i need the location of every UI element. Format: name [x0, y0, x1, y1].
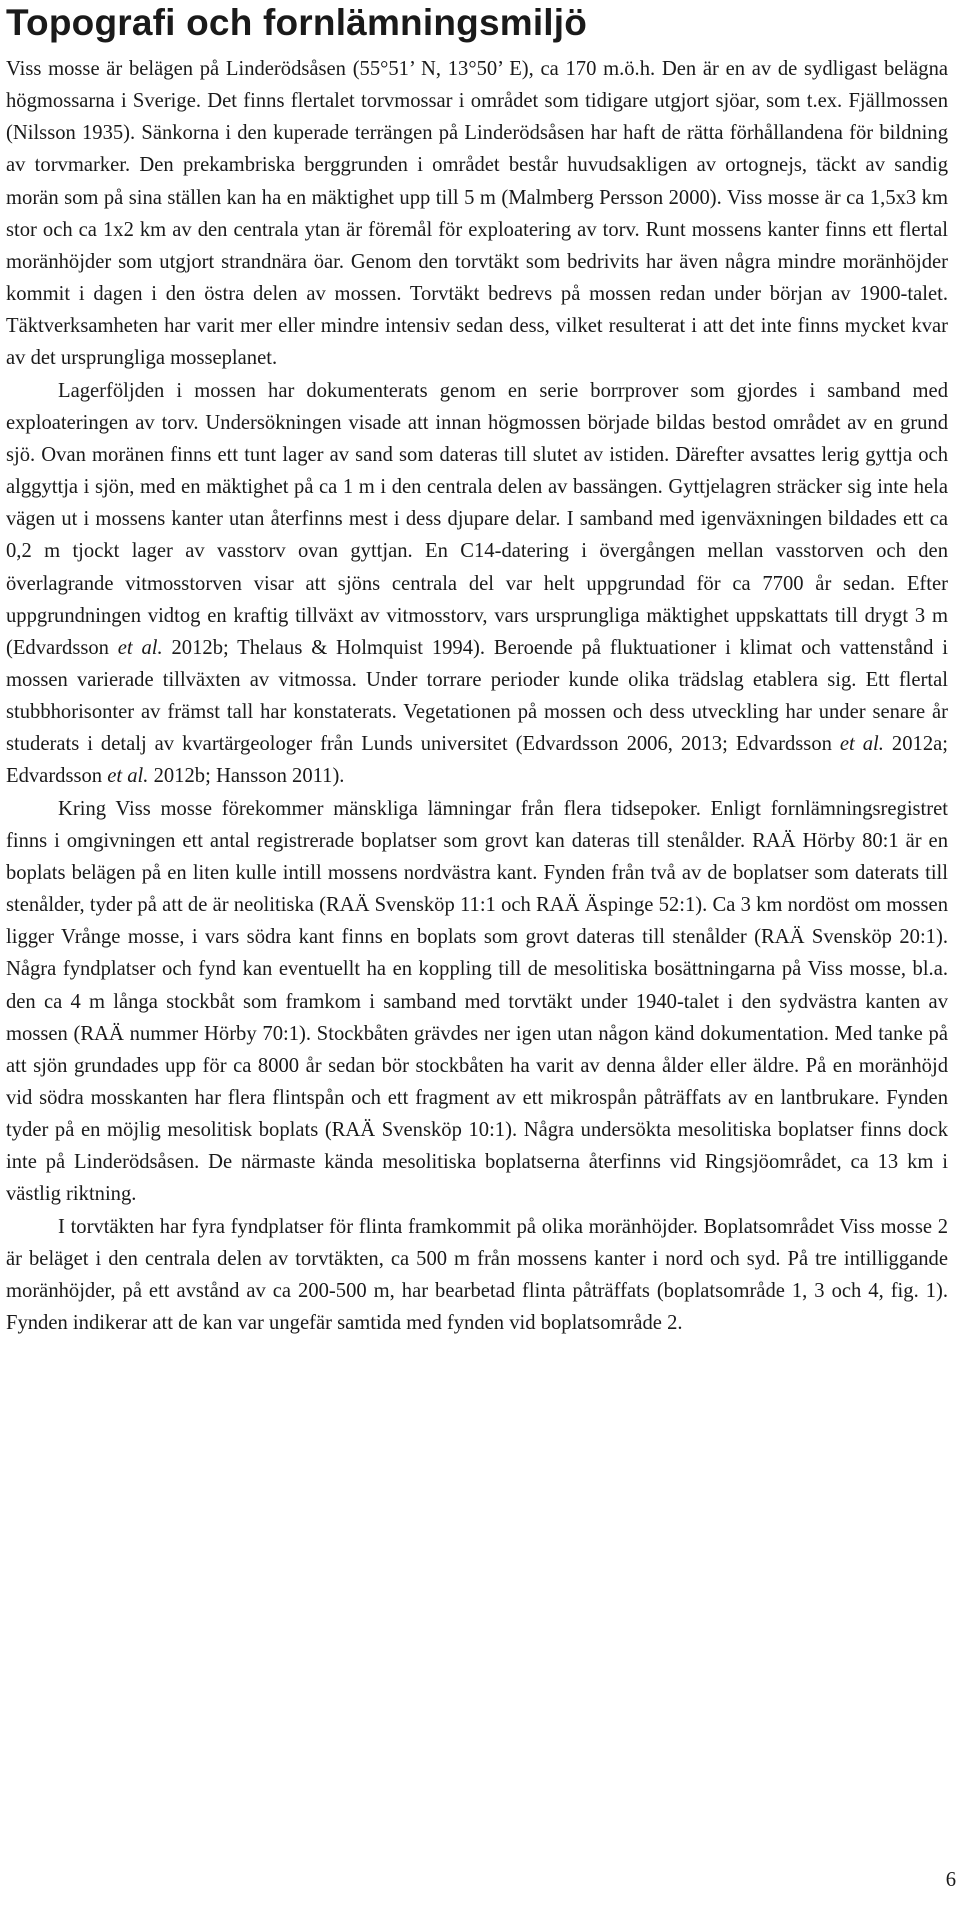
- text-run: 2012b; Thelaus & Holmquist 1994). Beroende på fluktuationer i klimat och vattenstånd i mossen varierade tillväxten av vitmossa. Under torrare perioder kunde olika trädslag etablera sig. Ett flertal stubbhorisonter av främst tall har konstaterats. Vegetationen på mossen och dess utveckling har under senare år studerats i detalj av kvartärgeologer från Lunds universitet (Edvardsson 2006, 2013; Edvardsson: [6, 636, 948, 756]
- section-title: Topografi och fornlämningsmiljö: [6, 2, 588, 43]
- italic-text-run: et al.: [839, 733, 884, 756]
- text-run: 2012a; Edvardsson: [6, 733, 948, 788]
- text-run: 2012b; Hansson 2011).: [148, 765, 345, 788]
- italic-text-run: et al.: [117, 636, 163, 659]
- italic-text-run: et al.: [107, 765, 149, 788]
- document-page: [6, 0, 948, 1339]
- paragraph-3: [6, 793, 948, 1211]
- text-run: Kring Viss mosse förekommer mänskliga lämningar från flera tidsepoker. Enligt fornlämningsregistret finns i omgivningen ett antal registrerade boplatser som grovt kan dateras till stenålder. RAÄ Hörby 80:1 är en boplats belägen på en liten kulle intill mossens nordvästra kant. Fynden från två av de boplatser som daterats till stenålder, tyder på att de är neolitiska (RAÄ Svensköp 11:1 och RAÄ Äspinge 52:1). Ca 3 km nordöst om mossen ligger Vrånge mosse, i vars södra kant finns en boplats som grovt dateras till stenålder (RAÄ Svensköp 20:1). Några fyndplatser och fynd kan eventuellt ha en koppling till de mesolitiska bosättningarna på Viss mosse, bl.a. den ca 4 m långa stockbåt som framkom i samband med torvtäkt under 1940-talet i den sydvästra kanten av mossen (RAÄ nummer Hörby 70:1). Stockbåten grävdes ner igen utan någon känd dokumentation. Med tanke på att sjön grundades upp för ca 8000 år sedan bör stockbåten ha varit av denna ålder eller äldre. På en moränhöjd vid södra mosskanten har flera flintspån och ett fragment av ett mikrospån påträffats av en lantbrukare. Fynden tyder på en möjlig mesolitisk boplats (RAÄ Svensköp 10:1). Några undersökta mesolitiska boplatser finns dock inte på Linderödsåsen. De närmaste kända mesolitiska boplatserna återfinns vid Ringsjöområdet, ca 13 km i västlig riktning.: [6, 797, 948, 1206]
- body-text: [6, 53, 948, 1339]
- text-run: Viss mosse är belägen på Linderödsåsen (55°51’ N, 13°50’ E), ca 170 m.ö.h. Den är en av de sydligast belägna högmossarna i Sverige. Det finns flertalet torvmossar i området som tidigare utgjort sjöar, som t.ex. Fjällmossen (Nilsson 1935). Sänkorna i den kuperade terrängen på Linderödsåsen har haft de rätta förhållandena för bildning av torvmarker. Den prekambriska berggrunden i området består huvudsakligen av ortognejs, täckt av sandig morän som på sina ställen kan ha en mäktighet upp till 5 m (Malmberg Persson 2000). Viss mosse är ca 1,5x3 km stor och ca 1x2 km av den centrala ytan är föremål för exploatering av torv. Runt mossens kanter finns ett flertal moränhöjder som utgjort strandnära öar. Genom den torvtäkt som bedrivits har även några mindre moränhöjder kommit i dagen i den östra delen av mossen. Torvtäkt bedrevs på mossen redan under början av 1900-talet. Täktverksamheten har varit mer eller mindre intensiv sedan dess, vilket resulterat i att det inte finns mycket kvar av det ursprungliga mosseplanet.: [6, 58, 948, 370]
- paragraph-2: [6, 375, 948, 793]
- text-run: Lagerföljden i mossen har dokumenterats genom en serie borrprover som gjordes i samband med exploateringen av torv. Undersökningen visade att innan högmossen började bildas bestod området av en grund sjö. Ovan moränen finns ett tunt lager av sand som dateras till slutet av istiden. Därefter avsattes lerig gyttja och alggyttja i sjön, med en mäktighet på ca 1 m i den centrala delen av bassängen. Gyttjelagren sträcker sig inte hela vägen ut i mossens kanter utan återfinns mest i dess djupare delar. I samband med igenväxningen bildades ett ca 0,2 m tjockt lager av vasstorv ovan gyttjan. En C14-datering i övergången mellan vasstorven och den överlagrande vitmosstorven visar att sjöns centrala del var helt uppgrundad för ca 7700 år sedan. Efter uppgrundningen vidtog en kraftig tillväxt av vitmosstorv, vars ursprungliga mäktighet uppskattats till drygt 3 m (Edvardsson: [6, 379, 948, 659]
- paragraph-1: [6, 53, 948, 375]
- page-number: 6: [945, 1869, 956, 1891]
- text-run: I torvtäkten har fyra fyndplatser för flinta framkommit på olika moränhöjder. Boplatsområdet Viss mosse 2 är beläget i den centrala delen av torvtäkten, ca 500 m från mossens kanter i nord och syd. På tre intilliggande moränhöjder, på ett avstånd av ca 200-500 m, har bearbetad flinta påträffats (boplatsområde 1, 3 och 4, fig. 1). Fynden indikerar att de kan var ungefär samtida med fynden vid boplatsområde 2.: [6, 1215, 948, 1335]
- paragraph-4: [6, 1211, 948, 1340]
